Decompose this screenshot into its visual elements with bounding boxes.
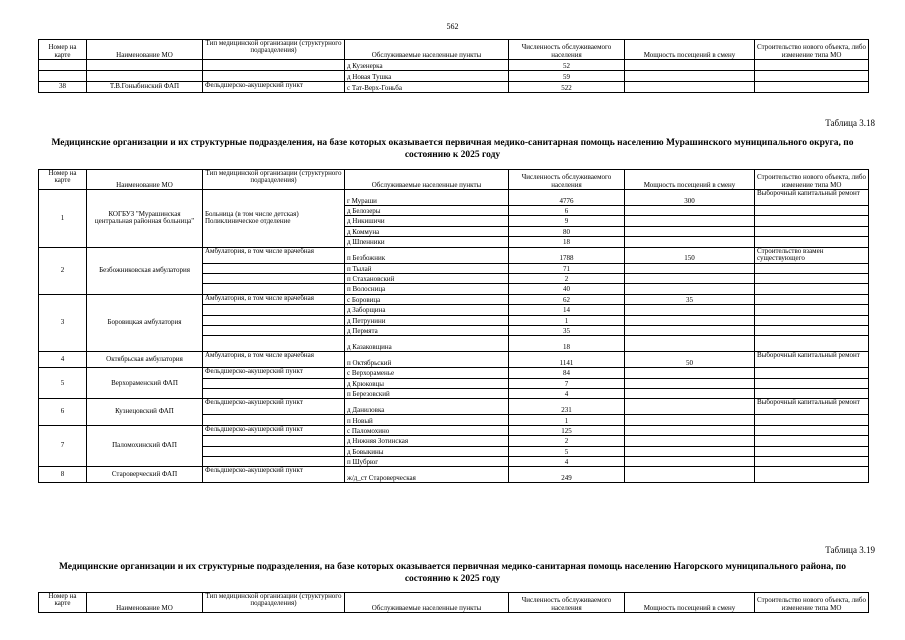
cell-construction: Выборочный капитальный ремонт [755, 352, 869, 368]
cell-settlement: с Паломохино [345, 425, 509, 435]
cell-settlement: с Тат-Верх-Гоньба [345, 82, 509, 93]
header-construction: Строительство нового объекта, либо изменение типа МО [755, 593, 869, 613]
cell-population: 84 [509, 368, 625, 378]
cell-num: 38 [39, 82, 87, 93]
cell-population: 4776 [509, 190, 625, 206]
cell-type [203, 60, 345, 71]
cell-name: КОГБУЗ "Мурашинская центральная районная больница" [87, 190, 203, 248]
header-name: Наименование МО [87, 170, 203, 190]
cell-type: Фельдшерско-акушерский пункт [203, 399, 345, 415]
cell-type [203, 284, 345, 294]
cell-settlement: п Шубрюг [345, 457, 509, 467]
table-row [39, 71, 869, 82]
cell-construction [755, 263, 869, 273]
cell-type [203, 457, 345, 467]
table-row [39, 190, 869, 206]
cell-capacity [625, 389, 755, 399]
cell-num: 8 [39, 467, 87, 483]
cell-population: 14 [509, 305, 625, 315]
cell-settlement: д Бовыкины [345, 446, 509, 456]
cell-construction [755, 467, 869, 483]
cell-name [87, 71, 203, 82]
table-row [39, 425, 869, 435]
cell-capacity [625, 315, 755, 325]
cell-type [203, 389, 345, 399]
cell-population: 40 [509, 284, 625, 294]
cell-population: 1 [509, 415, 625, 425]
cell-settlement: п Волосница [345, 284, 509, 294]
table-row [39, 467, 869, 483]
cell-settlement: д Никишичи [345, 216, 509, 226]
cell-num: 1 [39, 190, 87, 248]
cell-construction [755, 237, 869, 247]
cell-name: Боровицкая амбулатория [87, 294, 203, 352]
cell-population: 2 [509, 436, 625, 446]
header-capacity: Мощность посещений в смену [625, 170, 755, 190]
cell-population: 52 [509, 60, 625, 71]
cell-construction [755, 389, 869, 399]
cell-settlement: п Березовский [345, 389, 509, 399]
cell-name: Октябрьская амбулатория [87, 352, 203, 368]
cell-population: 35 [509, 325, 625, 335]
header-num: Номер на карте [39, 593, 87, 613]
cell-num: 4 [39, 352, 87, 368]
table-previous [38, 39, 869, 93]
cell-settlement: п Безбожник [345, 247, 509, 263]
cell-type [203, 305, 345, 315]
cell-capacity [625, 368, 755, 378]
cell-construction [755, 368, 869, 378]
cell-type [203, 446, 345, 456]
cell-population: 6 [509, 206, 625, 216]
cell-population: 125 [509, 425, 625, 435]
cell-capacity [625, 216, 755, 226]
table-3-18 [38, 169, 869, 483]
cell-construction [755, 284, 869, 294]
cell-settlement: п Новый [345, 415, 509, 425]
header-num: Номер на карте [39, 170, 87, 190]
cell-type [203, 378, 345, 388]
cell-settlement: п Тылай [345, 263, 509, 273]
cell-capacity [625, 457, 755, 467]
cell-settlement: д Нижняя Зотинская [345, 436, 509, 446]
header-settlements: Обслуживаемые населенные пункты [345, 170, 509, 190]
cell-population: 80 [509, 226, 625, 236]
cell-population: 231 [509, 399, 625, 415]
cell-type: Фельдшерско-акушерский пункт [203, 467, 345, 483]
cell-type [203, 315, 345, 325]
table-row [39, 399, 869, 415]
cell-name [87, 60, 203, 71]
cell-name: Верхораменский ФАП [87, 368, 203, 399]
table-row [39, 368, 869, 378]
cell-capacity [625, 263, 755, 273]
cell-population: 1141 [509, 352, 625, 368]
cell-construction [755, 273, 869, 283]
cell-population: 18 [509, 237, 625, 247]
header-construction: Строительство нового объекта, либо изменение типа МО [755, 40, 869, 60]
cell-type: Амбулатория, в том числе врачебная [203, 247, 345, 263]
cell-capacity [625, 71, 755, 82]
header-population: Численность обслуживаемого населения [509, 40, 625, 60]
cell-capacity [625, 237, 755, 247]
cell-construction [755, 82, 869, 93]
table-row [39, 82, 869, 93]
cell-construction: Выборочный капитальный ремонт [755, 190, 869, 206]
cell-capacity [625, 425, 755, 435]
cell-construction [755, 378, 869, 388]
cell-type: Фельдшерско-акушерский пункт [203, 425, 345, 435]
cell-settlement: д Новая Тушка [345, 71, 509, 82]
table-3-19 [38, 592, 869, 613]
cell-population: 1788 [509, 247, 625, 263]
cell-capacity [625, 284, 755, 294]
cell-construction: Строительство взамен существующего [755, 247, 869, 263]
cell-settlement: д Пермята [345, 325, 509, 335]
header-settlements: Обслуживаемые населенные пункты [345, 40, 509, 60]
table-3-18-title: Медицинские организации и их структурные подразделения, на базе которых оказывается первичная медико-санитарная помощь населению Мурашинского муниципального округа, по состоянию к 2025 году [51, 138, 854, 160]
cell-settlement: ж/д_ст Староверческая [345, 467, 509, 483]
cell-settlement: д Коммуна [345, 226, 509, 236]
cell-population: 522 [509, 82, 625, 93]
cell-settlement: д Шпенники [345, 237, 509, 247]
cell-capacity [625, 436, 755, 446]
cell-settlement: г Мураши [345, 190, 509, 206]
cell-num [39, 71, 87, 82]
cell-construction [755, 425, 869, 435]
cell-settlement: д Кузенерка [345, 60, 509, 71]
cell-construction [755, 294, 869, 304]
cell-name: Безбожниковская амбулатория [87, 247, 203, 294]
cell-capacity [625, 60, 755, 71]
cell-construction [755, 315, 869, 325]
cell-population: 59 [509, 71, 625, 82]
page-number: 562 [446, 22, 459, 31]
cell-capacity [625, 399, 755, 415]
cell-name: Паломохинский ФАП [87, 425, 203, 467]
cell-population: 7 [509, 378, 625, 388]
cell-population: 4 [509, 389, 625, 399]
cell-type [203, 336, 345, 352]
header-construction: Строительство нового объекта, либо изменение типа МО [755, 170, 869, 190]
cell-capacity [625, 415, 755, 425]
header-population: Численность обслуживаемого населения [509, 593, 625, 613]
cell-capacity [625, 336, 755, 352]
cell-population: 62 [509, 294, 625, 304]
cell-type [203, 71, 345, 82]
cell-population: 71 [509, 263, 625, 273]
table-3-19-title: Медицинские организации и их структурные подразделения, на базе которых оказывается первичная медико-санитарная помощь населению Нагорского муниципального района, по состоянию к 2025 году [58, 562, 847, 584]
header-num: Номер на карте [39, 40, 87, 60]
cell-settlement: д Заборщина [345, 305, 509, 315]
header-name: Наименование МО [87, 593, 203, 613]
cell-construction [755, 305, 869, 315]
cell-construction [755, 60, 869, 71]
table-3-18-label: Таблица 3.18 [825, 118, 875, 128]
cell-construction [755, 216, 869, 226]
table-row [39, 352, 869, 368]
cell-settlement: п Октябрьский [345, 352, 509, 368]
cell-capacity [625, 82, 755, 93]
cell-num: 6 [39, 399, 87, 425]
cell-settlement: д Крюковцы [345, 378, 509, 388]
cell-capacity [625, 206, 755, 216]
cell-population: 249 [509, 467, 625, 483]
cell-construction [755, 457, 869, 467]
header-settlements: Обслуживаемые населенные пункты [345, 593, 509, 613]
cell-population: 2 [509, 273, 625, 283]
cell-type: Фельдшерско-акушерский пункт [203, 368, 345, 378]
header-population: Численность обслуживаемого населения [509, 170, 625, 190]
header-name: Наименование МО [87, 40, 203, 60]
header-type: Тип медицинской организации (структурного подразделения) [203, 40, 345, 60]
cell-type [203, 325, 345, 335]
table-row [39, 294, 869, 304]
cell-construction [755, 325, 869, 335]
cell-type [203, 273, 345, 283]
cell-type: Больница (в том числе детская) Поликлиническое отделение [203, 190, 345, 248]
cell-type [203, 263, 345, 273]
cell-capacity [625, 305, 755, 315]
cell-num [39, 60, 87, 71]
cell-num: 7 [39, 425, 87, 467]
cell-capacity [625, 273, 755, 283]
cell-population: 1 [509, 315, 625, 325]
cell-capacity [625, 378, 755, 388]
cell-settlement: п Стахановский [345, 273, 509, 283]
cell-type: Амбулатория, в том числе врачебная [203, 352, 345, 368]
cell-name: Т.В.Гоныбинский ФАП [87, 82, 203, 93]
cell-settlement: д Даниловка [345, 399, 509, 415]
cell-capacity: 35 [625, 294, 755, 304]
cell-population: 9 [509, 216, 625, 226]
cell-construction [755, 446, 869, 456]
table-row [39, 60, 869, 71]
cell-num: 5 [39, 368, 87, 399]
cell-population: 5 [509, 446, 625, 456]
table-row [39, 247, 869, 263]
cell-construction [755, 336, 869, 352]
cell-capacity [625, 325, 755, 335]
cell-capacity [625, 226, 755, 236]
cell-population: 18 [509, 336, 625, 352]
cell-capacity: 300 [625, 190, 755, 206]
cell-construction [755, 206, 869, 216]
cell-construction: Выборочный капитальный ремонт [755, 399, 869, 415]
header-type: Тип медицинской организации (структурного подразделения) [203, 170, 345, 190]
cell-capacity: 50 [625, 352, 755, 368]
cell-name: Кузнецовский ФАП [87, 399, 203, 425]
cell-capacity [625, 467, 755, 483]
table-3-19-label: Таблица 3.19 [825, 545, 875, 555]
cell-capacity: 150 [625, 247, 755, 263]
header-type: Тип медицинской организации (структурного подразделения) [203, 593, 345, 613]
cell-settlement: д Петрунини [345, 315, 509, 325]
cell-population: 4 [509, 457, 625, 467]
header-capacity: Мощность посещений в смену [625, 593, 755, 613]
cell-type [203, 436, 345, 446]
header-capacity: Мощность посещений в смену [625, 40, 755, 60]
cell-construction [755, 71, 869, 82]
cell-settlement: д Казаковщина [345, 336, 509, 352]
cell-type: Амбулатория, в том числе врачебная [203, 294, 345, 304]
cell-construction [755, 226, 869, 236]
cell-settlement: с Боровица [345, 294, 509, 304]
cell-name: Староверческий ФАП [87, 467, 203, 483]
cell-type: Фельдшерско-акушерский пункт [203, 82, 345, 93]
cell-num: 2 [39, 247, 87, 294]
cell-settlement: с Верхораменье [345, 368, 509, 378]
cell-settlement: д Белозеры [345, 206, 509, 216]
cell-construction [755, 436, 869, 446]
cell-construction [755, 415, 869, 425]
cell-type [203, 415, 345, 425]
cell-capacity [625, 446, 755, 456]
cell-num: 3 [39, 294, 87, 352]
